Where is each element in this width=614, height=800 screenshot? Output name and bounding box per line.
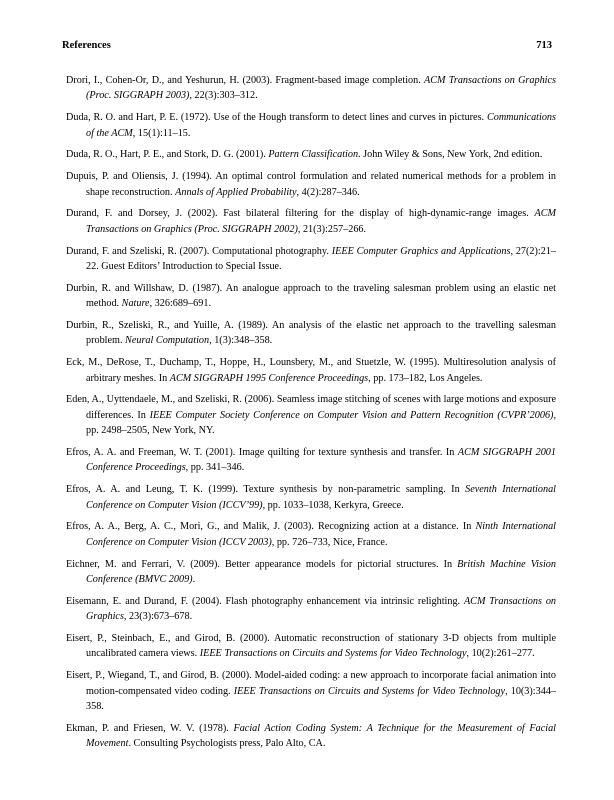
reference-entry xyxy=(66,110,556,141)
reference-details: . Consulting Psychologists press, Palo Alto, CA. xyxy=(128,738,326,750)
reference-details: , 10(3):344–358. xyxy=(86,685,557,713)
reference-authors-title: Efros, A. A. and Freeman, W. T. (2001). Image quilting for texture synthesis and transfer. In xyxy=(66,447,458,459)
reference-entry xyxy=(66,281,556,312)
reference-authors-title: Duda, R. O., Hart, P. E., and Stork, D. G. (2001). xyxy=(66,149,269,161)
reference-details: , 4(2):287–346. xyxy=(296,186,360,198)
reference-entry xyxy=(66,392,556,438)
reference-entry xyxy=(66,668,556,714)
reference-venue: Neural Computation xyxy=(125,335,210,347)
reference-venue: British Machine Vision Conference (BMVC 2009) xyxy=(86,558,556,586)
reference-entry xyxy=(66,721,556,752)
reference-venue: ACM Transactions on Graphics (Proc. SIGGRAPH 2003) xyxy=(86,75,556,102)
reference-details: , 22(3):303–312. xyxy=(189,90,258,102)
reference-authors-title: Durbin, R. and Willshaw, D. (1987). An analogue approach to the traveling salesman problem using an elastic net method. xyxy=(66,282,556,310)
reference-authors-title: Drori, I., Cohen-Or, D., and Yeshurun, H. (2003). Fragment-based image completion. xyxy=(66,75,425,86)
reference-details: , pp. 2498–2505, New York, NY. xyxy=(86,409,556,437)
reference-details: , 21(3):257–266. xyxy=(297,223,367,235)
reference-entry xyxy=(66,445,556,476)
reference-entry xyxy=(66,73,556,104)
reference-entry xyxy=(66,355,556,386)
reference-venue: IEEE Transactions on Circuits and Systems for Video Technology xyxy=(199,648,467,660)
reference-authors-title: Duda, R. O. and Hart, P. E. (1972). Use of the Hough transform to detect lines and curves in pictures. xyxy=(66,112,487,124)
reference-venue: ACM Transactions on Graphics (Proc. SIGGRAPH 2002) xyxy=(86,208,556,235)
reference-details: , 326:689–691. xyxy=(149,298,211,310)
reference-details: , pp. 173–182, Los Angeles. xyxy=(368,372,483,384)
reference-authors-title: Durand, F. and Szeliski, R. (2007). Computational photography. xyxy=(66,245,332,257)
reference-details: , pp. 341–346. xyxy=(185,462,245,474)
reference-details: , pp. 1033–1038, Kerkyra, Greece. xyxy=(262,499,404,511)
reference-entry xyxy=(66,147,556,162)
reference-venue: Seventh International Conference on Computer Vision (ICCV’99) xyxy=(86,484,556,511)
reference-venue: Ninth International Conference on Computer Vision (ICCV 2003) xyxy=(86,521,557,548)
reference-authors-title: Eisemann, E. and Durand, F. (2004). Flash photography enhancement via intrinsic relighting. xyxy=(66,595,464,607)
reference-entry xyxy=(66,244,556,275)
reference-venue: Annals of Applied Probability xyxy=(175,186,297,198)
reference-list xyxy=(66,73,556,758)
reference-entry xyxy=(66,557,556,588)
reference-venue: Nature xyxy=(121,298,150,310)
reference-venue: Communications of the ACM xyxy=(86,112,556,139)
reference-authors-title: Eck, M., DeRose, T., Duchamp, T., Hoppe, H., Lounsbery, M., and Stuetzle, W. (1995). Multiresolution analysis of arbitrary meshes. In xyxy=(66,357,556,384)
reference-entry xyxy=(66,206,556,237)
section-title: References xyxy=(62,40,111,51)
reference-details: , 15(1):11–15. xyxy=(132,127,191,139)
reference-authors-title: Durbin, R., Szeliski, R., and Yuille, A. (1989). An analysis of the elastic net approach to the travelling salesman problem. xyxy=(66,320,556,347)
reference-details: , 23(3):673–678. xyxy=(123,611,193,623)
page-header xyxy=(62,40,552,54)
reference-venue: Pattern Classification xyxy=(268,149,359,161)
reference-details: , 27(2):21–22. Guest Editors’ Introduction to Special Issue. xyxy=(86,245,557,273)
reference-venue: ACM Transactions on Graphics xyxy=(86,595,557,623)
reference-entry xyxy=(66,519,556,550)
reference-authors-title: Ekman, P. and Friesen, W. V. (1978). xyxy=(66,722,234,734)
reference-authors-title: Efros, A. A., Berg, A. C., Mori, G., and Malik, J. (2003). Recognizing action at a distance. In xyxy=(66,521,476,533)
reference-authors-title: Dupuis, P. and Oliensis, J. (1994). An optimal control formulation and related numerical methods for a problem in shape reconstruction. xyxy=(66,171,556,198)
reference-authors-title: Durand, F. and Dorsey, J. (2002). Fast bilateral filtering for the display of high-dynamic-range images. xyxy=(66,208,535,220)
reference-entry xyxy=(66,318,556,349)
reference-details: , pp. 726–733, Nice, France. xyxy=(271,536,388,548)
reference-authors-title: Eden, A., Uyttendaele, M., and Szeliski, R. (2006). Seamless image stitching of scenes with large motions and exposure differences. In xyxy=(66,394,556,421)
reference-venue: IEEE Computer Graphics and Applications xyxy=(331,245,511,257)
reference-authors-title: Eisert, P., Wiegand, T., and Girod, B. (2000). Model-aided coding: a new approach to incorporate facial animation into motion-compensated video coding. xyxy=(66,670,556,697)
reference-details: , 1(3):348–358. xyxy=(209,335,273,347)
reference-entry xyxy=(66,631,556,662)
reference-details: , 10(2):261–277. xyxy=(466,648,535,660)
page-number: 713 xyxy=(536,40,552,51)
reference-entry xyxy=(66,594,556,625)
reference-venue: ACM SIGGRAPH 2001 Conference Proceedings xyxy=(86,447,556,474)
reference-authors-title: Efros, A. A. and Leung, T. K. (1999). Texture synthesis by non-parametric sampling. In xyxy=(66,484,466,496)
reference-venue: IEEE Computer Society Conference on Computer Vision and Pattern Recognition (CVPR’2006) xyxy=(149,409,554,421)
reference-authors-title: Eichner, M. and Ferrari, V. (2009). Better appearance models for pictorial structures. In xyxy=(66,558,458,570)
reference-entry xyxy=(66,482,556,513)
reference-authors-title: Eisert, P., Steinbach, E., and Girod, B. (2000). Automatic reconstruction of stationary 3-D objects from multiple uncalibrated camera views. xyxy=(66,633,556,660)
reference-venue: Facial Action Coding System: A Technique for the Measurement of Facial Movement xyxy=(86,722,556,750)
reference-venue: IEEE Transactions on Circuits and Systems for Video Technology xyxy=(233,685,506,697)
reference-details: . xyxy=(192,574,196,586)
reference-venue: ACM SIGGRAPH 1995 Conference Proceedings xyxy=(169,372,369,384)
reference-details: . John Wiley & Sons, New York, 2nd edition. xyxy=(358,149,543,161)
reference-entry xyxy=(66,169,556,200)
